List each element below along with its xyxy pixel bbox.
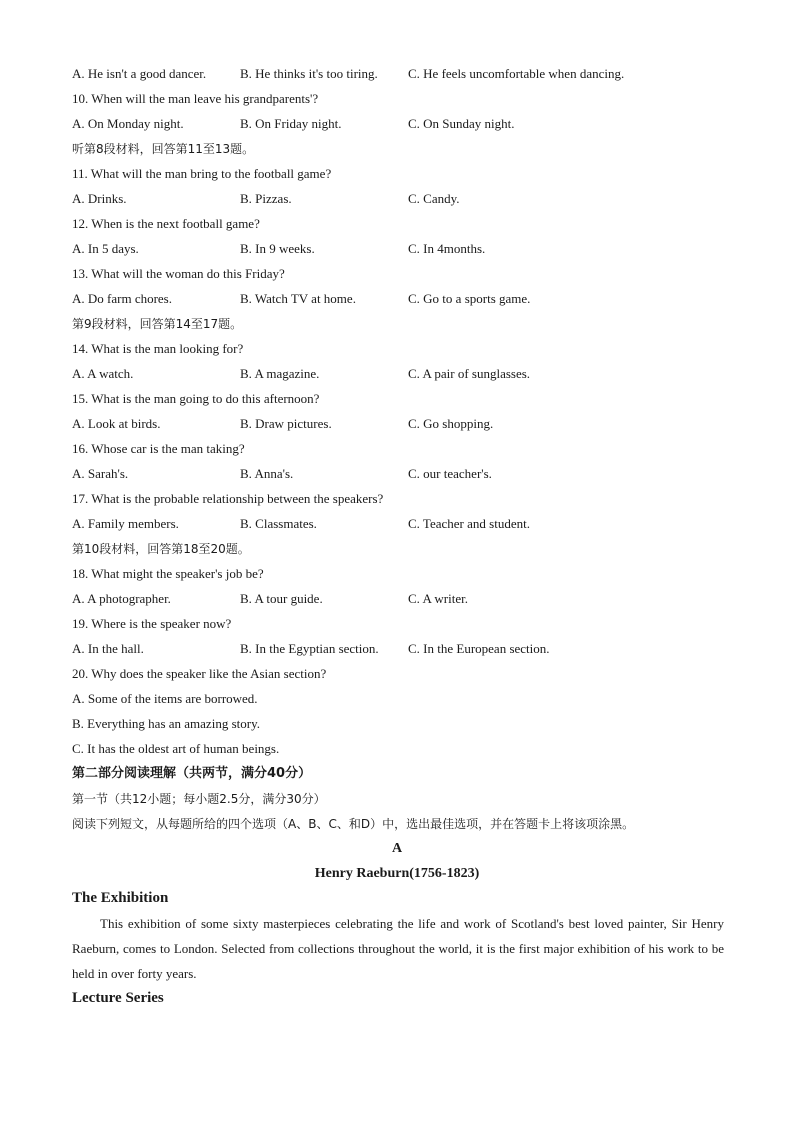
- q13-option-b: B. Watch TV at home.: [240, 291, 356, 306]
- q10-option-b: B. On Friday night.: [240, 116, 342, 131]
- q17-option-b: B. Classmates.: [240, 516, 317, 531]
- q15-question: 15. What is the man going to do this afternoon?: [72, 391, 320, 406]
- q11-option-a: A. Drinks.: [72, 191, 127, 206]
- part-2-title: 第二部分阅读理解（共两节，满分40分）: [72, 766, 312, 781]
- part-2-subtitle: 第一节（共12小题；每小题2.5分，满分30分）: [72, 792, 326, 806]
- q15-option-a: A. Look at birds.: [72, 416, 161, 431]
- q18-option-a: A. A photographer.: [72, 591, 171, 606]
- q17-option-c: C. Teacher and student.: [408, 516, 530, 531]
- section-8-instruction: 听第8段材料，回答第11至13题。: [72, 142, 255, 156]
- q9-option-b: B. He thinks it's too tiring.: [240, 66, 378, 81]
- q12-option-c: C. In 4months.: [408, 241, 486, 256]
- q19-option-a: A. In the hall.: [72, 641, 144, 656]
- q16-option-c: C. our teacher's.: [408, 466, 492, 481]
- q20-option-b: B. Everything has an amazing story.: [72, 716, 260, 731]
- q15-option-c: C. Go shopping.: [408, 416, 494, 431]
- q18-option-c: C. A writer.: [408, 591, 468, 606]
- q9-option-c: C. He feels uncomfortable when dancing.: [408, 66, 625, 81]
- q11-question: 11. What will the man bring to the football game?: [72, 166, 332, 181]
- exhibition-paragraph: This exhibition of some sixty masterpieces celebrating the life and work of Scotland's best loved painter, Sir Henry Raeburn, comes to London. Selected from collections throughout the world, it is the first major exhibition of his work to be held in over forty years.: [72, 916, 724, 981]
- lecture-series-heading: Lecture Series: [72, 990, 164, 1006]
- q13-option-a: A. Do farm chores.: [72, 291, 172, 306]
- q19-option-b: B. In the Egyptian section.: [240, 641, 379, 656]
- q14-option-c: C. A pair of sunglasses.: [408, 366, 531, 381]
- q20-question: 20. Why does the speaker like the Asian section?: [72, 666, 327, 681]
- q10-option-c: C. On Sunday night.: [408, 116, 515, 131]
- part-2-instruction: 阅读下列短文，从每题所给的四个选项（A、B、C、和D）中，选出最佳选项，并在答题卡上将该项涂黑。: [72, 817, 635, 831]
- q18-question: 18. What might the speaker's job be?: [72, 566, 264, 581]
- q10-question: 10. When will the man leave his grandparents'?: [72, 91, 319, 106]
- q10-option-a: A. On Monday night.: [72, 116, 184, 131]
- q16-question: 16. Whose car is the man taking?: [72, 441, 245, 456]
- q19-question: 19. Where is the speaker now?: [72, 616, 232, 631]
- q11-option-c: C. Candy.: [408, 191, 460, 206]
- q12-question: 12. When is the next football game?: [72, 216, 260, 231]
- q9-option-a: A. He isn't a good dancer.: [72, 66, 207, 81]
- q11-option-b: B. Pizzas.: [240, 191, 292, 206]
- q14-question: 14. What is the man looking for?: [72, 341, 244, 356]
- q14-option-b: B. A magazine.: [240, 366, 320, 381]
- q18-option-b: B. A tour guide.: [240, 591, 323, 606]
- section-10-instruction: 第10段材料，回答第18至20题。: [72, 542, 250, 556]
- q19-option-c: C. In the European section.: [408, 641, 550, 656]
- section-9-instruction: 第9段材料，回答第14至17题。: [72, 317, 243, 331]
- q16-option-b: B. Anna's.: [240, 466, 294, 481]
- q12-option-b: B. In 9 weeks.: [240, 241, 315, 256]
- q20-option-c: C. It has the oldest art of human beings.: [72, 741, 280, 756]
- q14-option-a: A. A watch.: [72, 366, 134, 381]
- passage-letter: A: [391, 841, 403, 856]
- q20-option-a: A. Some of the items are borrowed.: [72, 691, 258, 706]
- q13-question: 13. What will the woman do this Friday?: [72, 266, 285, 281]
- q17-question: 17. What is the probable relationship between the speakers?: [72, 491, 384, 506]
- exhibition-heading: The Exhibition: [72, 890, 169, 906]
- passage-title: Henry Raeburn(1756-1823): [314, 866, 480, 881]
- q15-option-b: B. Draw pictures.: [240, 416, 332, 431]
- q17-option-a: A. Family members.: [72, 516, 179, 531]
- q13-option-c: C. Go to a sports game.: [408, 291, 531, 306]
- q16-option-a: A. Sarah's.: [72, 466, 129, 481]
- q12-option-a: A. In 5 days.: [72, 241, 139, 256]
